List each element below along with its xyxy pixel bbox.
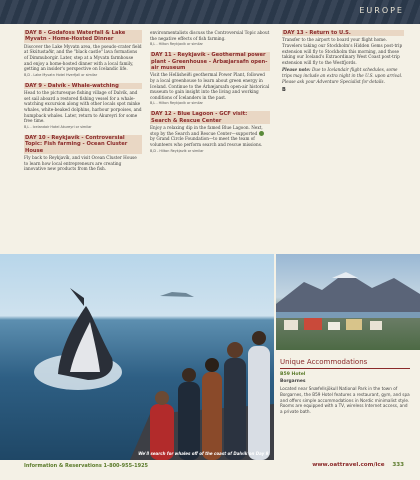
island-shape bbox=[160, 292, 194, 297]
day-10-meals: B,L - Hilton Reykjavík or similar bbox=[150, 42, 203, 47]
hotel-town: Borgarnes bbox=[280, 379, 306, 384]
passenger-navy-jacket bbox=[224, 358, 246, 460]
gcf-leaf-icon bbox=[259, 131, 264, 136]
itinerary-column-1 bbox=[24, 30, 142, 172]
accommodations-title: Unique Accommodations bbox=[280, 358, 410, 369]
day-13-meals: B bbox=[282, 87, 286, 94]
itinerary-column-2 bbox=[150, 30, 270, 159]
mountain-shape bbox=[276, 272, 420, 314]
passenger-head bbox=[227, 342, 243, 358]
day-12-title: DAY 12 - Blue Lagoon - GCF visit: Search & Rescue Center bbox=[150, 111, 270, 124]
note-label: Please note: bbox=[282, 67, 311, 73]
day-10-title: DAY 10 - Reykjavík - Controversial Topic: Fish farming - Ocean Cluster House bbox=[24, 135, 142, 154]
day-8-title: DAY 8 - Godafoss Waterfall & Lake Myvatn - Home-Hosted Dinner bbox=[24, 30, 142, 43]
reservations-contact: Information & Reservations 1-800-955-1925 bbox=[24, 463, 149, 469]
snow-cap-shape bbox=[332, 272, 358, 278]
house-shape bbox=[284, 320, 298, 330]
region-label: EUROPE bbox=[359, 6, 404, 15]
day-10-continued-body: environmentalists discuss the Controversial Topic about the negative effects of fish farming. bbox=[150, 30, 270, 41]
page-number: 333 bbox=[392, 462, 404, 468]
day-12-body bbox=[150, 125, 270, 147]
day-9-title: DAY 9 - Dalvík - Whale-watching bbox=[24, 83, 142, 89]
day-9-meals: B,L - Icelandair Hotel Akureyri or similar bbox=[24, 124, 92, 129]
header-strip bbox=[0, 0, 420, 24]
day-8-meals: B,D - Lake Myvatn Hotel Hverfjall or similar bbox=[24, 72, 98, 77]
day-12-meals: B,D - Hilton Reykjavík or similar bbox=[150, 148, 204, 153]
passenger-head bbox=[205, 358, 219, 372]
day-11-body: Visit the Hellisheiði geothermal Power Plant, followed by a local greenhouse to learn about green energy in Iceland. Continue to the Árbæjarsafn open-air historical museum to gain insight into the living and working conditions of Icelanders in the past. bbox=[150, 72, 270, 100]
whale-breach-photo bbox=[0, 254, 274, 460]
day-11-block bbox=[150, 52, 270, 105]
day-9-body: Head to the picturesque fishing village of Dalvík, and set sail aboard a restored fishing vessel for a whale-watching excursion along with other locals spot minke whales, white-beaked dolphins, harbour porpoises, and humpback whales. Later, return to Akureyri for some free time. bbox=[24, 90, 142, 124]
website-link[interactable]: www.oattravel.com/ice bbox=[312, 462, 385, 468]
whale-fin-shape bbox=[70, 288, 84, 306]
day-10-continued-block bbox=[150, 30, 270, 46]
day-10-body: Fly back to Reykjavík, and visit Ocean Cluster House to learn how local entrepreneurs are creating innovative new products from the fish. bbox=[24, 154, 137, 172]
day-12-body-text: Enjoy a relaxing dip in the famed Blue Lagoon. Next, stop by the Search and Rescue Center—supported bbox=[150, 125, 263, 136]
day-8-block bbox=[24, 30, 142, 77]
passenger-head bbox=[182, 368, 196, 382]
note-text: Due to Icelandair flight schedules, some trips may include an extra night in the U.S. upon arrival. Please ask your Adventure Specialist for details. bbox=[282, 67, 403, 84]
itinerary-column-3 bbox=[282, 30, 404, 93]
footer-right bbox=[312, 462, 404, 468]
day-13-note bbox=[282, 67, 404, 84]
house-shape bbox=[304, 318, 322, 330]
day-11-meals: B,L - Hilton Reykjavík or similar bbox=[150, 101, 203, 106]
day-8-body: Discover the Lake Myvatn area, the pseudo-crater field at Skútustaðir, and the "black castle" lava formations of Dimmuborgir. Later, step at a Myvatn farmhouse and enjoy a home-hosted dinner with a local family, getting an insider's perspective on Icelandic life. bbox=[24, 43, 142, 72]
day-12-block bbox=[150, 111, 270, 152]
house-shape bbox=[346, 319, 362, 330]
day-13-block bbox=[282, 30, 404, 93]
passenger-light-jacket bbox=[248, 346, 270, 460]
house-shape bbox=[370, 321, 382, 330]
whale-scene-illustration bbox=[0, 254, 274, 460]
passenger-head bbox=[252, 331, 266, 345]
passenger-brown-jacket bbox=[202, 372, 222, 460]
house-shape bbox=[328, 322, 340, 330]
day-10-block bbox=[24, 135, 142, 172]
borgarnes-photo bbox=[276, 254, 420, 350]
fjord-water-shape bbox=[276, 312, 420, 318]
day-13-title: DAY 13 - Return to U.S. bbox=[282, 30, 404, 36]
day-11-title: DAY 11 - Reykjavík - Geothermal power plant - Greenhouse - Árbæjarsafn open-air museum bbox=[150, 52, 270, 71]
day-12-eco-text: by Grand Circle Foundation—to meet the team of volunteers who perform search and rescue missions. bbox=[150, 136, 263, 147]
hotel-description: Located near Snæfellsjökull National Park in the town of Borgarnes, the B59 Hotel features a restaurant, gym, and spa and offers simple accommodations in Nordic minimalist style. Rooms are equipped with a TV, wireless Internet access, and a private bath. bbox=[280, 386, 410, 415]
day-13-body: Transfer to the airport to board your flight home. Travelers taking our Stockholm's Hidden Gems post-trip extension will fly to Stockholm this morning, and those taking our Iceland's Extraordinary West Coast post-trip extension will fly to the Westfjords. bbox=[282, 37, 403, 65]
whale-photo-caption: We'll search for whales off of the coast of Dalvík on Day 9. bbox=[138, 451, 270, 456]
town-scene-illustration bbox=[276, 254, 420, 350]
hotel-name: B59 Hotel bbox=[280, 372, 306, 377]
unique-accommodations bbox=[280, 358, 410, 415]
day-9-block bbox=[24, 83, 142, 129]
passenger-head bbox=[155, 391, 169, 405]
passenger-dark-jacket bbox=[178, 382, 200, 460]
